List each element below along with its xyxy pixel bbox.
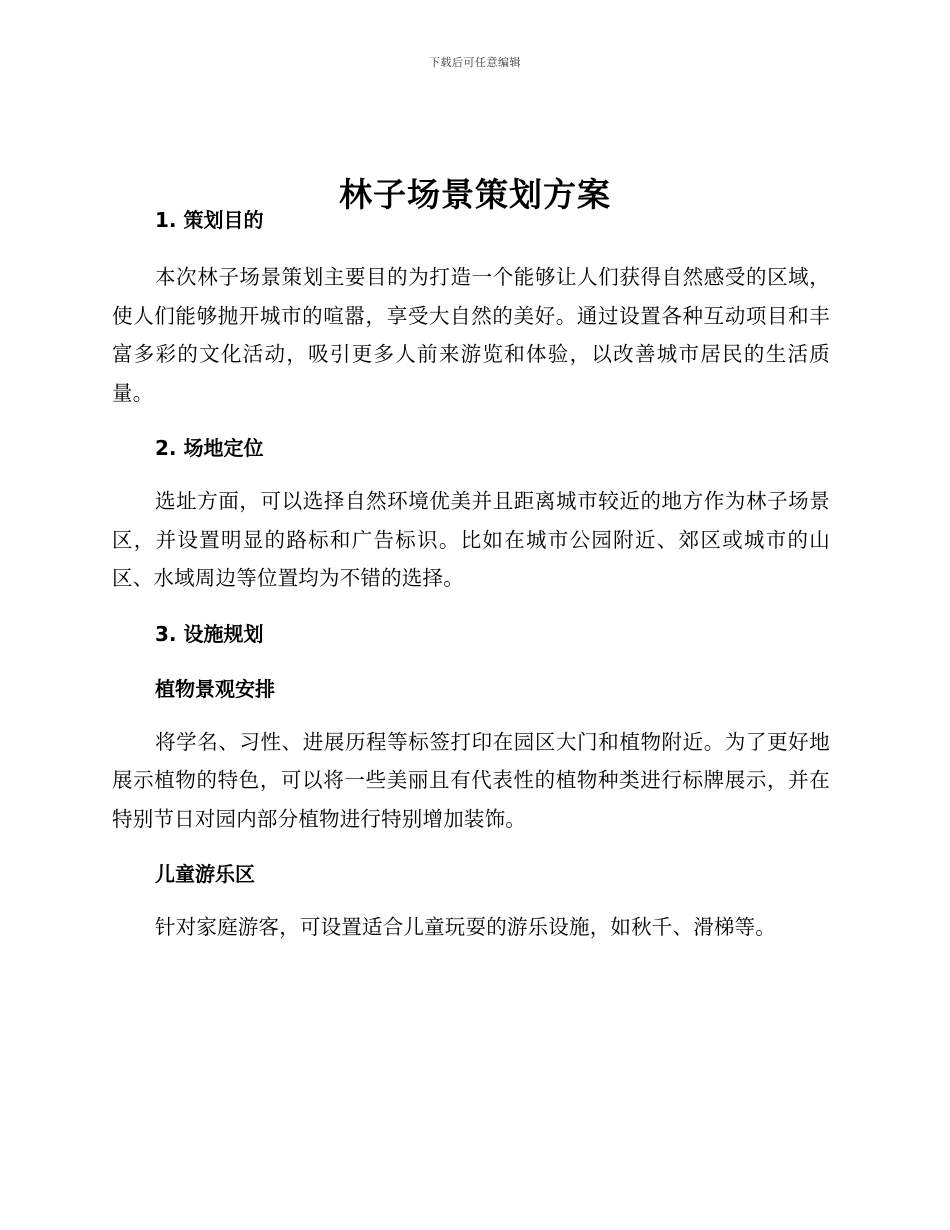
header-note: 下载后可任意编辑: [429, 56, 521, 69]
subsection-heading-plants: 植物景观安排: [155, 676, 275, 701]
subsection-paragraph-playground: 针对家庭游客，可设置适合儿童玩耍的游乐设施，如秋千、滑梯等。: [155, 915, 776, 939]
document-body: [112, 200, 830, 947]
subsection-heading-playground: 儿童游乐区: [155, 862, 255, 886]
section-heading-purpose: 1. 策划目的: [155, 208, 264, 232]
section-heading-facilities: 3. 设施规划: [155, 621, 264, 646]
subsection-paragraph-plants: 将学名、习性、进展历程等标签打印在园区大门和植物附近。为了更好地展示植物的特色，可以将一些美丽且有代表性的植物种类进行标牌展示，并在特别节日对园内部分植物进行特别增加装饰。: [112, 729, 830, 831]
section-paragraph-site: 选址方面，可以选择自然环境优美并且距离城市较近的地方作为林子场景区，并设置明显的路标和广告标识。比如在城市公园附近、郊区或城市的山区、水域周边等位置均为不错的选择。: [112, 489, 830, 590]
section-heading-site: 2. 场地定位: [155, 436, 264, 460]
section-paragraph-purpose: 本次林子场景策划主要目的为打造一个能够让人们获得自然感受的区域，使人们能够抛开城市的喧嚣，享受大自然的美好。通过设置各种互动项目和丰富多彩的文化活动，吸引更多人前来游览和体验，以改善城市居民的生活质量。: [112, 265, 830, 405]
document-title: 林子场景策划方案: [339, 175, 611, 215]
